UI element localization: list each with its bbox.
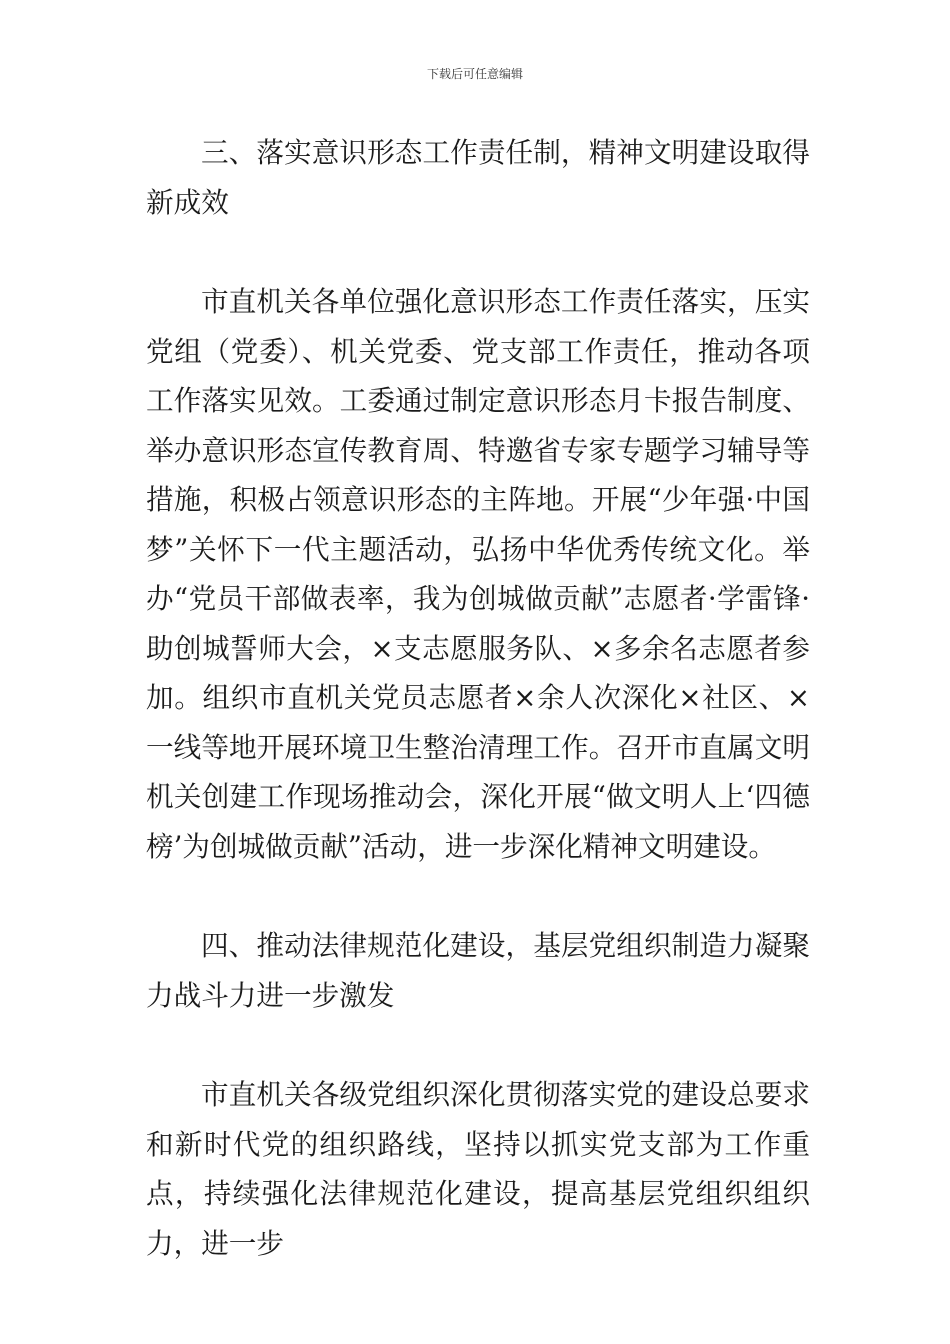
section-3-body: 市直机关各单位强化意识形态工作责任落实，压实党组（党委）、机关党委、党支部工作责任，推动各项工作落实见效。工委通过制定意识形态月卡报告制度、举办意识形态宣传教育周、特邀省专家专题学习辅导等措施，积极占领意识形态的主阵地。开展“少年强·中国梦”关怀下一代主题活动，弘扬中华优秀传统文化。举办“党员干部做表率，我为创城做贡献”志愿者·学雷锋·助创城誓师大会，×支志愿服务队、×多余名志愿者参加。组织市直机关党员志愿者×余人次深化×社区、×一线等地开展环境卫生整治清理工作。召开市直属文明机关创建工作现场推动会，深化开展“做文明人上‘四德榜’为创城做贡献”活动，进一步深化精神文明建设。 — [146, 285, 810, 863]
section-4-heading: 四、推动法律规范化建设，基层党组织制造力凝聚力战斗力进一步激发 — [146, 929, 810, 1012]
section-4-body: 市直机关各级党组织深化贯彻落实党的建设总要求和新时代党的组织路线，坚持以抓实党支部为工作重点，持续强化法律规范化建设，提高基层党组织组织力，进一步 — [146, 1078, 810, 1260]
section-3-heading: 三、落实意识形态工作责任制，精神文明建设取得新成效 — [146, 136, 810, 219]
page-header-note: 下载后可任意编辑 — [426, 67, 523, 81]
